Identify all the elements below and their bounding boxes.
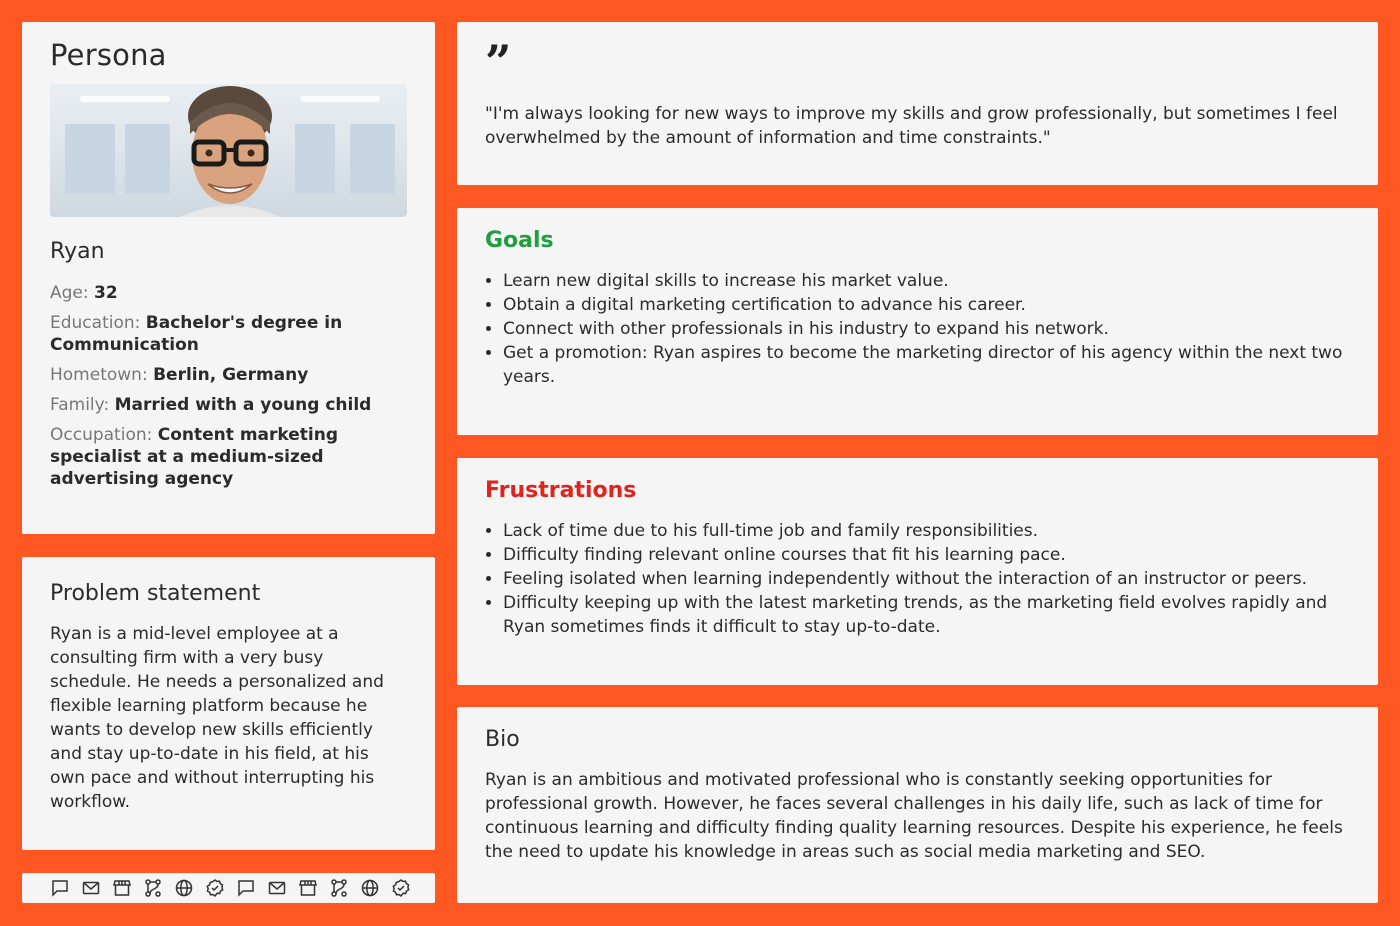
persona-name: Ryan	[50, 239, 105, 264]
badge-check-icon[interactable]	[389, 877, 412, 900]
problem-statement-text: Ryan is a mid-level employee at a consulting firm with a very busy schedule. He needs a personalized and flexible learning platform because he wants to develop new skills efficiently and stay up-to-date in his field, at his own pace and without interrupting his workflow.	[50, 624, 384, 812]
attribute-education	[50, 312, 407, 356]
list-item: • Difficulty keeping up with the latest marketing trends, as the marketing field evolves rapidly and Ryan sometimes finds it difficult to stay up-to-date.	[503, 591, 1350, 639]
mail-icon[interactable]	[79, 877, 102, 900]
persona-title: Persona	[50, 38, 167, 72]
badge-check-icon[interactable]	[203, 877, 226, 900]
frustrations-list	[485, 519, 1350, 639]
frustrations-card	[457, 458, 1378, 685]
bio-text: Ryan is an ambitious and motivated professional who is constantly seeking opportunities for professional growth. However, he faces several challenges in his daily life, such as lack of time for continuous learning and difficulty finding quality learning resources. Despite his experience, he feels the need to update his knowledge in areas such as social media marketing and SEO.	[485, 770, 1343, 862]
chat-icon[interactable]	[234, 877, 257, 900]
list-item: • Get a promotion: Ryan aspires to become the marketing director of his agency within the next two years.	[503, 341, 1350, 389]
list-item: • Difficulty finding relevant online courses that fit his learning pace.	[503, 543, 1350, 567]
goals-list	[485, 269, 1350, 389]
attribute-value: Content marketing specialist at a medium-sized advertising agency	[50, 425, 339, 489]
attribute-value: Bachelor's degree in Communication	[50, 313, 343, 355]
quote-card	[457, 22, 1378, 185]
list-item: • Connect with other professionals in his industry to expand his network.	[503, 317, 1350, 341]
goals-card	[457, 208, 1378, 435]
mail-icon[interactable]	[265, 877, 288, 900]
attribute-label: Age:	[50, 283, 89, 303]
quote-text: "I'm always looking for new ways to improve my skills and grow professionally, but sometimes I feel overwhelmed by the amount of information and time constraints."	[485, 104, 1338, 148]
attribute-label: Occupation:	[50, 425, 153, 445]
frustrations-title: Frustrations	[485, 478, 637, 503]
attribute-family	[50, 394, 407, 416]
problem-statement-title: Problem statement	[50, 581, 261, 606]
globe-icon[interactable]	[172, 877, 195, 900]
globe-icon[interactable]	[358, 877, 381, 900]
store-icon[interactable]	[296, 877, 319, 900]
store-icon[interactable]	[110, 877, 133, 900]
list-item: • Feeling isolated when learning independently without the interaction of an instructor or peers.	[503, 567, 1350, 591]
attribute-value: 32	[94, 283, 118, 303]
attribute-value: Married with a young child	[114, 395, 372, 415]
persona-attributes	[50, 282, 407, 490]
attribute-value: Berlin, Germany	[153, 365, 309, 385]
attribute-label: Hometown:	[50, 365, 148, 385]
attribute-label: Education:	[50, 313, 141, 333]
quote-icon: ”	[485, 35, 508, 89]
list-item: • Obtain a digital marketing certification to advance his career.	[503, 293, 1350, 317]
attribute-label: Family:	[50, 395, 110, 415]
flow-icon[interactable]	[327, 877, 350, 900]
attribute-occupation	[50, 424, 407, 490]
chat-icon[interactable]	[48, 877, 71, 900]
bio-title: Bio	[485, 727, 520, 752]
persona-photo	[50, 84, 407, 217]
problem-statement-card	[22, 557, 435, 850]
list-item: • Learn new digital skills to increase his market value.	[503, 269, 1350, 293]
list-item: • Lack of time due to his full-time job and family responsibilities.	[503, 519, 1350, 543]
attribute-age	[50, 282, 407, 304]
persona-card	[22, 22, 435, 534]
bio-card	[457, 707, 1378, 903]
goals-title: Goals	[485, 228, 554, 253]
attribute-hometown	[50, 364, 407, 386]
icon-toolbar	[22, 873, 435, 903]
flow-icon[interactable]	[141, 877, 164, 900]
